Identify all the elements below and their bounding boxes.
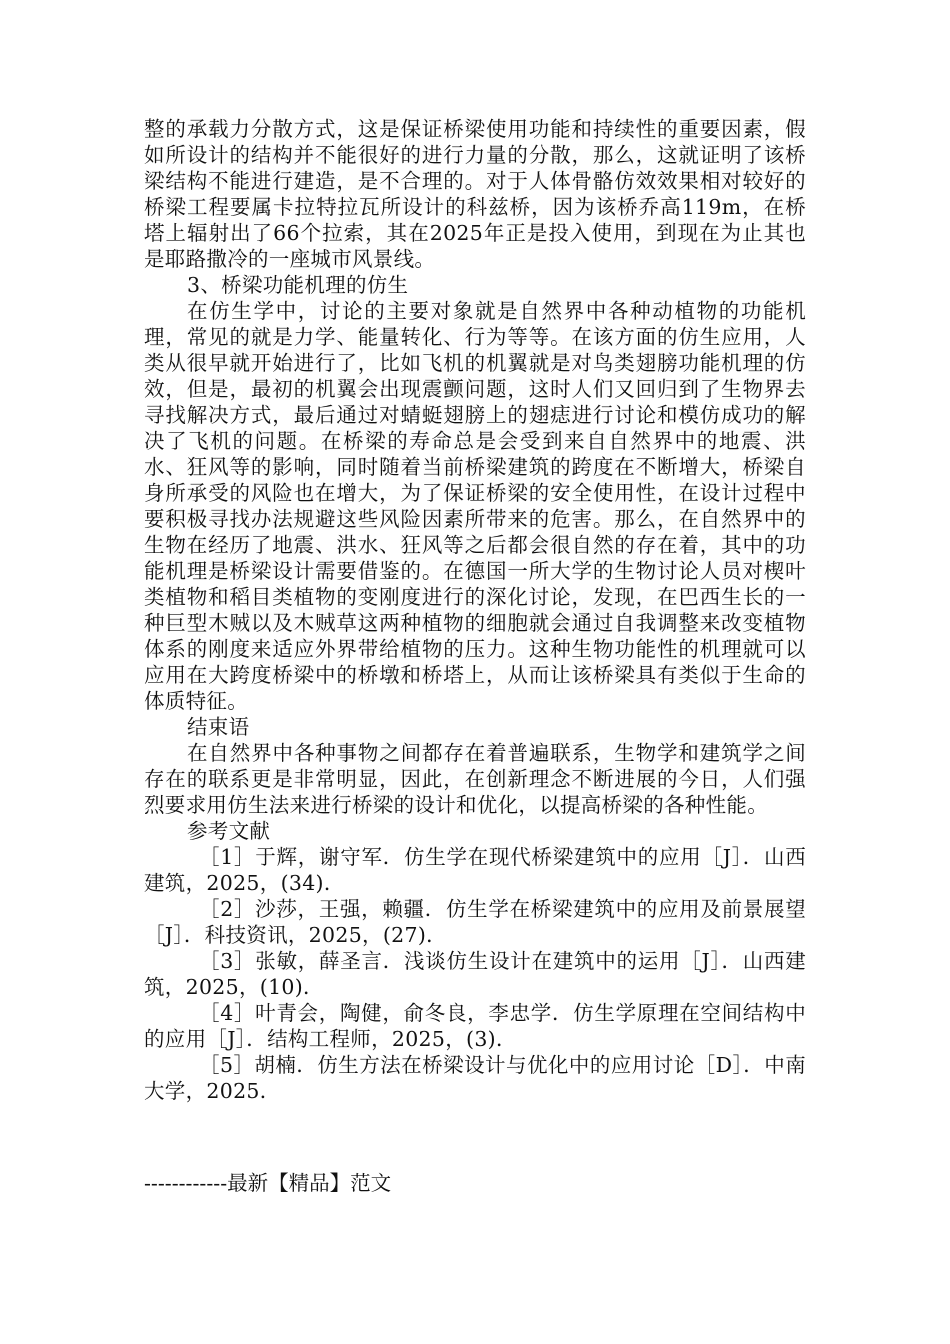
reference-item: ［3］张敏，薛圣言．浅谈仿生设计在建筑中的运用［J］．山西建筑，2025，(10)． xyxy=(144,949,806,999)
reference-list xyxy=(144,844,806,1104)
document-body xyxy=(144,116,806,1104)
reference-item: ［1］于辉，谢守军．仿生学在现代桥梁建筑中的应用［J］．山西建筑，2025，(34)． xyxy=(144,845,806,895)
footer-banner: ------------最新【精品】范文 xyxy=(144,1171,392,1195)
paragraph-conclusion: 在自然界中各种事物之间都存在着普遍联系，生物学和建筑学之间存在的联系更是非常明显，因此，在创新理念不断进展的今日，人们强烈要求用仿生法来进行桥梁的设计和优化，以提高桥梁的各种性能。 xyxy=(144,741,806,817)
conclusion-heading: 结束语 xyxy=(187,715,250,739)
section-heading-3: 3、桥梁功能机理的仿生 xyxy=(187,273,409,297)
paragraph-section-3: 在仿生学中，讨论的主要对象就是自然界中各种动植物的功能机理，常见的就是力学、能量转化、行为等等。在该方面的仿生应用，人类从很早就开始进行了，比如飞机的机翼就是对鸟类翅膀功能机理的仿效，但是，最初的机翼会出现震颤问题，这时人们又回归到了生物界去寻找解决方式，最后通过对蜻蜓翅膀上的翅痣进行讨论和模仿成功的解决了飞机的问题。在桥梁的寿命总是会受到来自自然界中的地震、洪水、狂风等的影响，同时随着当前桥梁建筑的跨度在不断增大，桥梁自身所承受的风险也在增大，为了保证桥梁的安全使用性，在设计过程中要积极寻找办法规避这些风险因素所带来的危害。那么，在自然界中的生物在经历了地震、洪水、狂风等之后都会很自然的存在着，其中的功能机理是桥梁设计需要借鉴的。在德国一所大学的生物讨论人员对楔叶类植物和稻目类植物的变刚度进行的深化讨论，发现，在巴西生长的一种巨型木贼以及木贼草这两种植物的细胞就会通过自我调整来改变植物体系的刚度来适应外界带给植物的压力。这种生物功能性的机理就可以应用在大跨度桥梁中的桥墩和桥塔上，从而让该桥梁具有类似于生命的体质特征。 xyxy=(144,299,806,713)
reference-item: ［4］叶青会，陶健，俞冬良，李忠学．仿生学原理在空间结构中的应用［J］．结构工程师，2025，(3)． xyxy=(144,1001,806,1051)
paragraph-continued: 整的承载力分散方式，这是保证桥梁使用功能和持续性的重要因素，假如所设计的结构并不能很好的进行力量的分散，那么，这就证明了该桥梁结构不能进行建造，是不合理的。对于人体骨骼仿效效果相对较好的桥梁工程要属卡拉特拉瓦所设计的科兹桥，因为该桥乔高119m，在桥塔上辐射出了66个拉索，其在2025年正是投入使用，到现在为止其也是耶路撒冷的一座城市风景线。 xyxy=(144,117,806,271)
reference-item: ［2］沙莎，王强，赖疆．仿生学在桥梁建筑中的应用及前景展望［J］．科技资讯，2025，(27)． xyxy=(144,897,806,947)
reference-item: ［5］胡楠．仿生方法在桥梁设计与优化中的应用讨论［D］．中南大学，2025． xyxy=(144,1053,806,1103)
references-heading: 参考文献 xyxy=(187,819,271,843)
